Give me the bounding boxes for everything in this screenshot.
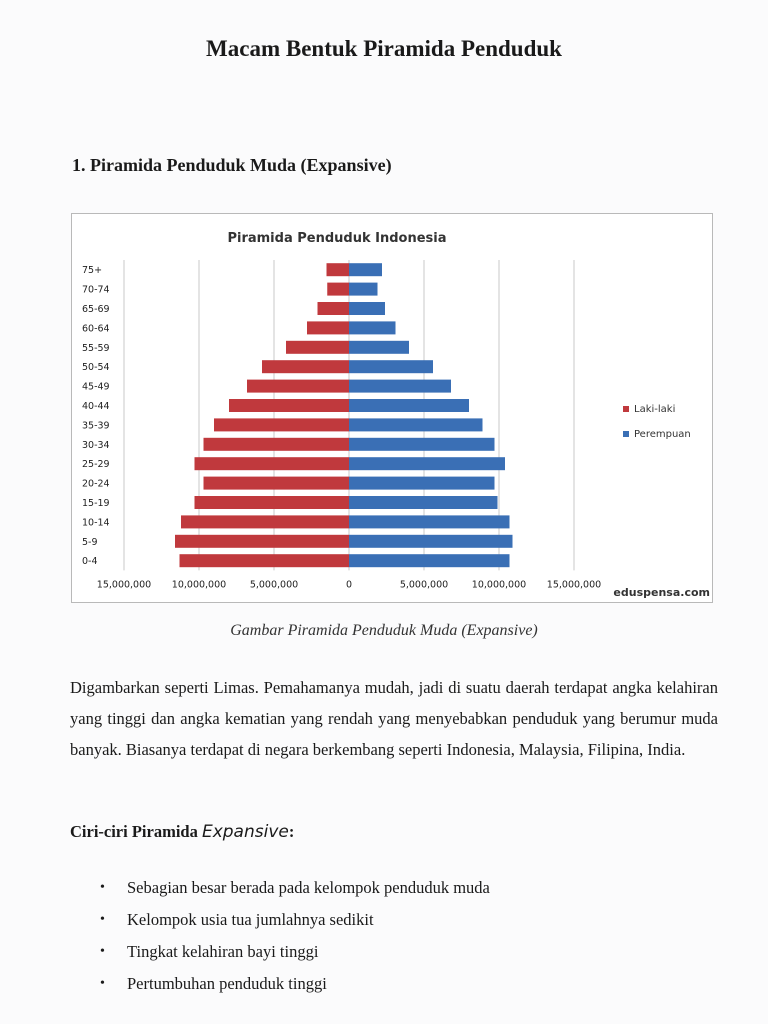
chart-canvas <box>72 214 712 602</box>
x-tick-label: 5,000,000 <box>399 579 449 591</box>
list-item-text: Sebagian besar berada pada kelompok penduduk muda <box>127 878 490 897</box>
bar-perempuan-35-39 <box>349 418 483 431</box>
traits-heading-prefix: Ciri-ciri Piramida <box>70 822 198 841</box>
bar-laki-laki-60-64 <box>307 321 349 334</box>
bar-laki-laki-50-54 <box>262 360 349 373</box>
bar-laki-laki-5-9 <box>175 535 349 548</box>
age-group-label: 5-9 <box>82 536 98 548</box>
bar-perempuan-65-69 <box>349 302 385 315</box>
list-item-text: Kelompok usia tua jumlahnya sedikit <box>127 910 374 929</box>
age-group-label: 50-54 <box>82 362 110 374</box>
list-item-text: Pertumbuhan penduduk tinggi <box>127 974 327 993</box>
bullet-icon: • <box>100 880 105 895</box>
age-group-label: 65-69 <box>82 304 110 315</box>
bar-laki-laki-75+ <box>327 263 350 276</box>
bullet-icon: • <box>100 912 105 927</box>
legend-label: Perempuan <box>634 429 691 440</box>
age-group-label: 25-29 <box>82 459 110 471</box>
bar-laki-laki-15-19 <box>195 496 350 509</box>
bar-laki-laki-35-39 <box>214 418 349 431</box>
bullet-icon: • <box>100 944 105 959</box>
list-item <box>100 872 490 904</box>
bar-perempuan-55-59 <box>349 341 409 354</box>
x-tick-label: 15,000,000 <box>96 579 152 591</box>
chart-title: Piramida Penduduk Indonesia <box>227 231 447 246</box>
bar-perempuan-30-34 <box>349 438 495 451</box>
age-group-label: 10-14 <box>82 517 110 529</box>
population-pyramid-chart <box>71 213 713 603</box>
bar-laki-laki-40-44 <box>229 399 349 412</box>
age-group-label: 55-59 <box>82 342 110 354</box>
legend-swatch <box>623 431 629 437</box>
chart-watermark: eduspensa.com <box>613 586 710 599</box>
age-group-label: 75+ <box>82 265 103 277</box>
list-item-text: Tingkat kelahiran bayi tinggi <box>127 942 319 961</box>
section-heading: 1. Piramida Penduduk Muda (Expansive) <box>72 155 392 175</box>
bar-perempuan-60-64 <box>349 321 396 334</box>
list-item <box>100 904 490 936</box>
bar-perempuan-25-29 <box>349 457 505 470</box>
traits-list <box>100 872 490 1000</box>
age-group-label: 30-34 <box>82 439 110 451</box>
bar-laki-laki-0-4 <box>180 554 350 567</box>
legend-label: Laki-laki <box>634 404 676 415</box>
bar-laki-laki-30-34 <box>204 438 350 451</box>
traits-heading-script: Expansive <box>201 822 289 842</box>
age-group-label: 20-24 <box>82 478 110 490</box>
document-title: Macam Bentuk Piramida Penduduk <box>206 36 562 61</box>
description-paragraph: Digambarkan seperti Limas. Pemahamanya mudah, jadi di suatu daerah terdapat angka kelahiran yang tinggi dan angka kematian yang rendah yang menyebabkan penduduk yang berumur muda banyak. Biasanya terdapat di negara berkembang seperti Indonesia, Malaysia, Filipina, India. <box>70 678 718 759</box>
x-tick-label: 10,000,000 <box>471 579 527 591</box>
bar-perempuan-45-49 <box>349 380 451 393</box>
figure-caption: Gambar Piramida Penduduk Muda (Expansive) <box>230 622 538 639</box>
list-item <box>100 968 490 1000</box>
bar-perempuan-20-24 <box>349 477 495 490</box>
age-group-label: 0-4 <box>82 556 98 568</box>
traits-heading-suffix: : <box>288 822 295 841</box>
bar-perempuan-15-19 <box>349 496 498 509</box>
bar-laki-laki-20-24 <box>204 477 350 490</box>
x-tick-label: 5,000,000 <box>249 579 299 591</box>
traits-heading <box>70 822 294 842</box>
x-tick-label: 15,000,000 <box>546 579 602 591</box>
age-group-labels <box>82 265 110 567</box>
bar-perempuan-50-54 <box>349 360 433 373</box>
age-group-label: 35-39 <box>82 420 110 432</box>
bar-perempuan-0-4 <box>349 554 510 567</box>
bar-laki-laki-70-74 <box>327 283 349 296</box>
chart-legend <box>623 404 691 440</box>
age-group-label: 70-74 <box>82 284 110 296</box>
bar-laki-laki-45-49 <box>247 380 349 393</box>
age-group-label: 40-44 <box>82 401 110 412</box>
x-axis-tick-labels <box>97 579 601 590</box>
age-group-label: 60-64 <box>82 323 110 335</box>
bar-perempuan-75+ <box>349 263 382 276</box>
bar-perempuan-70-74 <box>349 283 378 296</box>
legend-swatch <box>623 406 629 412</box>
x-tick-label: 0 <box>345 579 353 591</box>
bar-perempuan-10-14 <box>349 515 510 528</box>
bar-laki-laki-10-14 <box>181 515 349 528</box>
bar-perempuan-5-9 <box>349 535 513 548</box>
bullet-icon: • <box>100 976 105 991</box>
age-group-label: 15-19 <box>82 498 110 509</box>
list-item <box>100 936 490 968</box>
age-group-label: 45-49 <box>82 381 110 393</box>
bar-laki-laki-55-59 <box>286 341 349 354</box>
bar-perempuan-40-44 <box>349 399 469 412</box>
chart-bars <box>175 263 513 567</box>
bar-laki-laki-25-29 <box>195 457 350 470</box>
bar-laki-laki-65-69 <box>318 302 350 315</box>
x-tick-label: 10,000,000 <box>171 579 227 591</box>
